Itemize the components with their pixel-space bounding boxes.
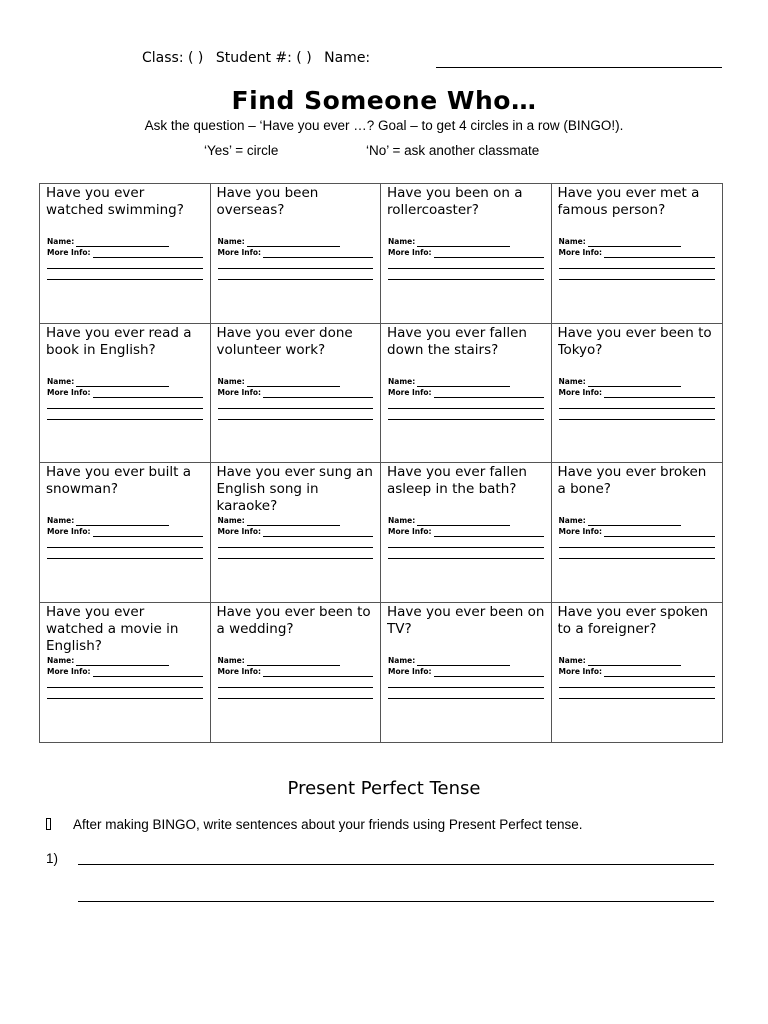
more-info-line[interactable]	[388, 537, 544, 548]
bingo-cell[interactable]	[40, 324, 211, 464]
more-info-field-blank[interactable]	[434, 389, 544, 398]
bingo-cell[interactable]	[40, 603, 211, 743]
more-info-field-blank[interactable]	[434, 528, 544, 537]
more-info-field-label: More Info:	[388, 248, 432, 257]
name-field-label: Name:	[558, 516, 586, 525]
more-info-line[interactable]	[388, 258, 544, 269]
more-info-field-label: More Info:	[217, 666, 262, 676]
item-number: 1)	[46, 851, 59, 866]
more-info-field-label: More Info:	[217, 527, 262, 536]
more-info-field-blank[interactable]	[604, 528, 715, 537]
name-field-row	[218, 515, 374, 526]
more-info-field-blank[interactable]	[263, 249, 373, 258]
bingo-cell[interactable]	[211, 184, 382, 324]
name-field-blank[interactable]	[588, 378, 681, 387]
more-info-line[interactable]	[47, 688, 203, 699]
cell-fields	[388, 236, 544, 280]
no-instruction: ‘No’ = ask another classmate	[366, 143, 540, 158]
name-field-label: Name:	[388, 237, 416, 246]
bingo-cell[interactable]	[381, 463, 552, 603]
cell-question: Have you ever fallen down the stairs?	[387, 324, 527, 358]
name-field-row	[218, 655, 374, 666]
name-field-row	[47, 376, 203, 387]
more-info-line[interactable]	[218, 409, 374, 420]
cell-question: Have you been on a rollercoaster?	[387, 185, 523, 218]
cell-question: Have you ever fallen asleep in the bath?	[387, 464, 527, 497]
more-info-field-blank[interactable]	[604, 249, 715, 258]
bingo-cell[interactable]	[381, 603, 552, 743]
cell-fields	[47, 236, 203, 280]
more-info-field-row	[47, 387, 203, 398]
cell-question: Have you ever been on TV?	[387, 603, 545, 637]
more-info-line[interactable]	[388, 677, 544, 688]
answer-line[interactable]	[78, 864, 714, 865]
more-info-field-row	[47, 247, 203, 258]
name-field-row	[47, 515, 203, 526]
more-info-field-blank[interactable]	[263, 668, 373, 677]
name-field-label: Name:	[217, 655, 245, 665]
more-info-field-label: More Info:	[558, 527, 603, 536]
more-info-field-blank[interactable]	[93, 249, 203, 258]
student-number-label: Student #: ( )	[215, 50, 312, 66]
name-field-label: Name:	[388, 376, 416, 386]
more-info-field-row	[218, 526, 374, 537]
name-field-blank[interactable]	[247, 238, 340, 247]
bingo-cell[interactable]	[552, 603, 723, 743]
name-field-label: Name:	[217, 376, 245, 386]
bingo-cell[interactable]	[552, 463, 723, 603]
name-field-label: Name:	[47, 516, 75, 525]
more-info-field-blank[interactable]	[93, 389, 203, 398]
cell-fields	[218, 515, 374, 559]
name-field-row	[559, 376, 716, 387]
cell-question: Have you ever watched a movie in English?	[46, 603, 179, 654]
more-info-field-row	[388, 526, 544, 537]
more-info-field-label: More Info:	[47, 387, 91, 397]
more-info-field-row	[47, 526, 203, 537]
more-info-field-label: More Info:	[388, 527, 432, 536]
more-info-line[interactable]	[559, 537, 716, 548]
name-field-blank[interactable]	[247, 517, 340, 526]
cell-fields	[218, 376, 374, 420]
more-info-field-label: More Info:	[47, 527, 91, 536]
more-info-field-row	[388, 666, 544, 677]
more-info-field-row	[218, 666, 374, 677]
bingo-cell[interactable]	[381, 184, 552, 324]
more-info-line[interactable]	[559, 677, 716, 688]
cell-fields	[47, 376, 203, 420]
cell-fields	[559, 515, 716, 559]
name-field-row	[388, 236, 544, 247]
more-info-field-row	[388, 387, 544, 398]
cell-question: Have you ever met a famous person?	[557, 185, 700, 218]
cell-fields	[388, 655, 544, 699]
name-blank-line[interactable]	[436, 67, 722, 68]
bullet-text: After making BINGO, write sentences about your friends using Present Perfect tense.	[73, 817, 583, 832]
cell-fields	[388, 515, 544, 559]
answer-line[interactable]	[78, 901, 714, 902]
more-info-line[interactable]	[559, 548, 716, 559]
bullet-icon	[46, 818, 51, 830]
cell-question: Have you ever watched swimming?	[46, 185, 184, 218]
cell-question: Have you been overseas?	[216, 185, 319, 218]
more-info-line[interactable]	[218, 398, 374, 409]
instruction-text: Ask the question – ‘Have you ever …? Goal – to get 4 circles in a row (BINGO!).	[144, 118, 624, 133]
name-field-row	[388, 655, 544, 666]
more-info-line[interactable]	[388, 409, 544, 420]
name-field-row	[47, 236, 203, 247]
more-info-line[interactable]	[218, 258, 374, 269]
class-label: Class: ( )	[142, 50, 204, 66]
name-field-row	[388, 515, 544, 526]
section-title: Present Perfect Tense	[287, 778, 481, 799]
more-info-field-label: More Info:	[217, 248, 262, 257]
cell-fields	[388, 376, 544, 420]
name-field-blank[interactable]	[417, 517, 510, 526]
more-info-line[interactable]	[388, 398, 544, 409]
name-field-row	[47, 655, 203, 666]
more-info-line[interactable]	[47, 398, 203, 409]
more-info-field-label: More Info:	[388, 666, 432, 676]
cell-fields	[559, 655, 716, 699]
header-line	[142, 50, 370, 66]
name-field-label: Name:	[217, 516, 245, 525]
bingo-cell[interactable]	[40, 463, 211, 603]
page-title: Find Someone Who…	[231, 86, 537, 115]
name-field-label: Name:	[388, 516, 416, 525]
cell-fields	[218, 655, 374, 699]
more-info-field-label: More Info:	[217, 387, 262, 397]
name-field-label: Name:	[47, 655, 75, 665]
bingo-cell[interactable]	[552, 324, 723, 464]
more-info-line[interactable]	[388, 688, 544, 699]
name-field-label: Name:	[558, 376, 586, 386]
cell-question: Have you ever been to a wedding?	[216, 603, 371, 637]
cell-question: Have you ever done volunteer work?	[216, 324, 353, 358]
more-info-field-row	[559, 387, 716, 398]
name-field-label: Name:	[47, 237, 75, 246]
bingo-cell[interactable]	[211, 463, 382, 603]
more-info-field-row	[559, 526, 716, 537]
name-field-blank[interactable]	[76, 657, 169, 666]
name-field-blank[interactable]	[417, 378, 510, 387]
more-info-field-row	[218, 247, 374, 258]
bingo-cell[interactable]	[211, 603, 382, 743]
cell-fields	[47, 655, 203, 699]
yes-instruction: ‘Yes’ = circle	[204, 143, 279, 158]
more-info-line[interactable]	[47, 269, 203, 280]
name-label: Name:	[324, 50, 371, 66]
more-info-line[interactable]	[559, 398, 716, 409]
more-info-line[interactable]	[559, 688, 716, 699]
name-field-row	[559, 655, 716, 666]
more-info-field-label: More Info:	[47, 666, 91, 676]
more-info-field-row	[388, 247, 544, 258]
bingo-cell[interactable]	[40, 184, 211, 324]
name-field-row	[218, 376, 374, 387]
name-field-blank[interactable]	[247, 378, 340, 387]
more-info-line[interactable]	[218, 537, 374, 548]
more-info-field-row	[559, 666, 716, 677]
cell-question: Have you ever sung an English song in karaoke?	[216, 464, 373, 514]
name-field-label: Name:	[558, 237, 586, 246]
more-info-field-label: More Info:	[558, 387, 603, 397]
more-info-line[interactable]	[47, 677, 203, 688]
bingo-cell[interactable]	[211, 324, 382, 464]
cell-question: Have you ever spoken to a foreigner?	[557, 603, 709, 637]
more-info-field-label: More Info:	[558, 248, 603, 257]
bingo-cell[interactable]	[552, 184, 723, 324]
more-info-line[interactable]	[559, 258, 716, 269]
cell-fields	[559, 236, 716, 280]
more-info-line[interactable]	[47, 409, 203, 420]
name-field-blank[interactable]	[76, 238, 169, 247]
cell-fields	[218, 236, 374, 280]
name-field-label: Name:	[47, 376, 75, 386]
more-info-field-blank[interactable]	[604, 668, 715, 677]
name-field-row	[559, 236, 716, 247]
name-field-row	[559, 515, 716, 526]
more-info-line[interactable]	[218, 269, 374, 280]
name-field-blank[interactable]	[76, 378, 169, 387]
more-info-line[interactable]	[47, 548, 203, 559]
more-info-line[interactable]	[388, 269, 544, 280]
more-info-field-blank[interactable]	[93, 668, 203, 677]
name-field-label: Name:	[217, 237, 245, 246]
more-info-field-label: More Info:	[558, 666, 603, 676]
more-info-field-blank[interactable]	[604, 389, 715, 398]
bingo-grid	[39, 183, 723, 743]
more-info-field-label: More Info:	[388, 387, 432, 397]
more-info-field-label: More Info:	[47, 248, 91, 257]
more-info-line[interactable]	[47, 537, 203, 548]
more-info-line[interactable]	[47, 258, 203, 269]
more-info-field-blank[interactable]	[263, 528, 373, 537]
bullet-instruction	[46, 817, 583, 832]
name-field-blank[interactable]	[417, 238, 510, 247]
cell-fields	[47, 515, 203, 559]
cell-question: Have you ever broken a bone?	[557, 464, 707, 497]
more-info-field-blank[interactable]	[263, 389, 373, 398]
more-info-field-blank[interactable]	[434, 249, 544, 258]
bingo-cell[interactable]	[381, 324, 552, 464]
name-field-blank[interactable]	[76, 517, 169, 526]
name-field-blank[interactable]	[588, 238, 681, 247]
name-field-row	[388, 376, 544, 387]
more-info-line[interactable]	[388, 548, 544, 559]
name-field-blank[interactable]	[247, 657, 340, 666]
cell-question: Have you ever built a snowman?	[46, 464, 192, 497]
more-info-line[interactable]	[218, 677, 374, 688]
more-info-field-blank[interactable]	[93, 528, 203, 537]
name-field-label: Name:	[388, 655, 416, 665]
more-info-line[interactable]	[559, 409, 716, 420]
cell-question: Have you ever been to Tokyo?	[557, 324, 712, 358]
name-field-blank[interactable]	[588, 657, 681, 666]
more-info-field-blank[interactable]	[434, 668, 544, 677]
more-info-line[interactable]	[218, 548, 374, 559]
name-field-blank[interactable]	[417, 657, 510, 666]
more-info-line[interactable]	[218, 688, 374, 699]
cell-fields	[559, 376, 716, 420]
more-info-line[interactable]	[559, 269, 716, 280]
more-info-field-row	[559, 247, 716, 258]
more-info-field-row	[47, 666, 203, 677]
cell-question: Have you ever read a book in English?	[46, 324, 192, 358]
name-field-label: Name:	[558, 655, 586, 665]
name-field-row	[218, 236, 374, 247]
more-info-field-row	[218, 387, 374, 398]
name-field-blank[interactable]	[588, 517, 681, 526]
